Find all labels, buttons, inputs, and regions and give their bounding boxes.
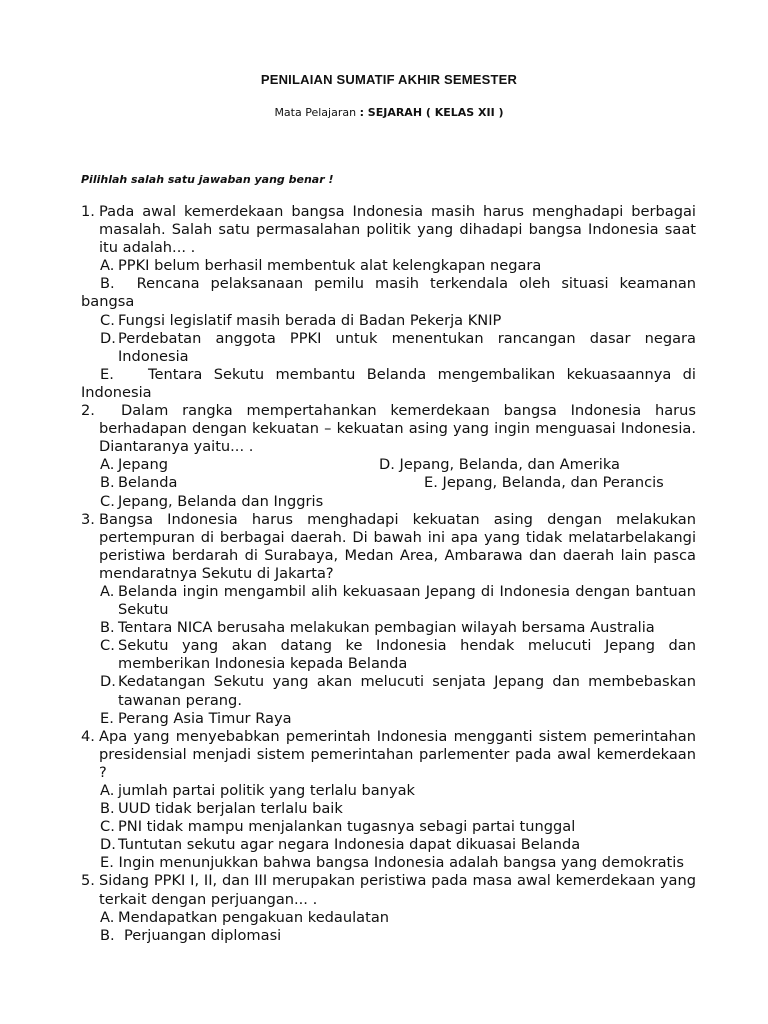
option-label: D.: [100, 329, 116, 347]
option-1e: [81, 366, 696, 402]
question-2: [81, 402, 696, 456]
option-text: Ingin menunjukkan bahwa bangsa Indonesia adalah bangsa yang demokratis: [118, 854, 684, 872]
option-4c: [81, 818, 696, 836]
option-3d: [81, 673, 696, 709]
question-text: Bangsa Indonesia harus menghadapi kekuatan asing dengan melakukan pertempuran di berbagai daerah. Di bawah ini apa yang tidak melatarbelakangi peristiwa berdarah di Surabaya, Medan Area, Ambarawa dan daerah lain pasca mendaratnya Sekutu di Jakarta?: [99, 510, 696, 582]
option-label: B.: [100, 926, 115, 944]
option-text: Jepang, Belanda, dan Amerika: [399, 456, 620, 474]
option-text: Perang Asia Timur Raya: [118, 709, 292, 727]
subject-line: [0, 106, 768, 119]
option-4e: [81, 854, 696, 872]
option-3b: [81, 619, 696, 637]
option-label: A.: [100, 257, 115, 275]
option-text: Jepang: [118, 456, 169, 474]
option-label: C.: [100, 637, 115, 655]
option-text: Tentara NICA berusaha melakukan pembagian wilayah bersama Australia: [118, 619, 655, 637]
question-5: [81, 872, 696, 908]
question-text: Dalam rangka mempertahankan kemerdekaan bangsa Indonesia harus berhadapan dengan kekuatan – kekuatan asing yang ingin menguasai Indonesia. Diantaranya yaitu... .: [99, 402, 696, 456]
option-text: Jepang, Belanda, dan Perancis: [442, 474, 664, 492]
question-1: [81, 203, 696, 257]
option-text: Jepang, Belanda dan Inggris: [118, 492, 324, 510]
option-2a: [100, 456, 379, 474]
question-number: 5.: [81, 872, 95, 890]
question-text: Pada awal kemerdekaan bangsa Indonesia masih harus menghadapi berbagai masalah. Salah satu permasalahan politik yang dihadapi bangsa Indonesia saat itu adalah... .: [99, 203, 696, 257]
option-2d: [379, 456, 620, 474]
option-text: Tentara Sekutu membantu Belanda mengembalikan kekuasaannya di Indonesia: [81, 365, 696, 401]
option-label: B.: [100, 800, 115, 818]
option-4d: [81, 836, 696, 854]
option-label: E.: [100, 365, 114, 383]
option-label: D.: [100, 673, 116, 691]
option-1c: [81, 312, 696, 330]
option-text: UUD tidak berjalan terlalu baik: [118, 800, 343, 818]
option-3a: [81, 583, 696, 619]
subject-label: Mata Pelajaran: [274, 106, 357, 119]
option-text: Perdebatan anggota PPKI untuk menentukan rancangan dasar negara Indonesia: [118, 329, 696, 365]
question-text: Sidang PPKI I, II, dan III merupakan peristiwa pada masa awal kemerdekaan yang terkait dengan perjuangan... .: [99, 872, 696, 908]
option-1d: [81, 330, 696, 366]
instruction-text: Pilihlah salah satu jawaban yang benar !: [81, 173, 334, 186]
option-text: Sekutu yang akan datang ke Indonesia hendak melucuti Jepang dan memberikan Indonesia kepada Belanda: [118, 637, 696, 673]
option-text: PPKI belum berhasil membentuk alat kelengkapan negara: [118, 257, 542, 275]
question-number: 4.: [81, 727, 95, 745]
option-label: C.: [100, 311, 115, 329]
option-text: Belanda: [118, 474, 178, 492]
option-1a: [81, 257, 696, 275]
option-3c: [81, 637, 696, 673]
question-text: Apa yang menyebabkan pemerintah Indonesia mengganti sistem pemerintahan presidensial menjadi sistem pemerintahan parlementer pada awal kemerdekaan ?: [99, 727, 696, 781]
question-4: [81, 728, 696, 782]
subject-value: : SEJARAH ( KELAS XII ): [359, 106, 504, 119]
option-text: Tuntutan sekutu agar negara Indonesia dapat dikuasai Belanda: [118, 836, 581, 854]
option-label: C.: [100, 818, 115, 836]
exam-title: PENILAIAN SUMATIF AKHIR SEMESTER: [260, 72, 518, 87]
question-number: 3.: [81, 510, 95, 528]
option-label: A.: [100, 456, 115, 474]
option-text: Belanda ingin mengambil alih kekuasaan Jepang di Indonesia dengan bantuan Sekutu: [118, 582, 696, 619]
option-2b: [100, 474, 424, 492]
option-label: B.: [100, 474, 115, 492]
option-label: D.: [100, 836, 116, 854]
option-row-2be: [81, 474, 696, 492]
option-5a: [81, 909, 696, 927]
option-2e: [424, 474, 664, 492]
option-3e: [81, 710, 696, 728]
question-number: 1.: [81, 203, 95, 220]
option-label: B.: [100, 275, 115, 293]
option-label: A.: [100, 582, 115, 600]
option-label: D.: [379, 456, 395, 474]
option-text: Kedatangan Sekutu yang akan melucuti senjata Jepang dan membebaskan tawanan perang.: [118, 673, 696, 709]
option-label: E.: [100, 709, 114, 727]
option-4b: [81, 800, 696, 818]
option-label: E.: [100, 854, 114, 872]
option-2c: [81, 493, 696, 511]
option-text: jumlah partai politik yang terlalu banyak: [118, 782, 415, 799]
option-text: Perjuangan diplomasi: [124, 926, 282, 944]
option-row-2ad: [81, 456, 696, 474]
question-3: [81, 511, 696, 583]
option-text: Fungsi legislatif masih berada di Badan Pekerja KNIP: [118, 311, 502, 329]
option-1b: [81, 275, 696, 311]
option-label: E.: [424, 474, 438, 492]
option-label: A.: [100, 782, 115, 799]
option-label: B.: [100, 619, 115, 637]
option-text: Mendapatkan pengakuan kedaulatan: [118, 908, 390, 926]
option-4a: [81, 782, 696, 800]
question-number: 2.: [81, 402, 95, 420]
option-label: A.: [100, 908, 115, 926]
option-5b: [81, 927, 696, 945]
option-text: Rencana pelaksanaan pemilu masih terkendala oleh situasi keamanan bangsa: [81, 275, 697, 311]
question-list: [81, 203, 696, 945]
option-text: PNI tidak mampu menjalankan tugasnya sebagi partai tunggal: [118, 818, 576, 836]
option-label: C.: [100, 492, 115, 510]
